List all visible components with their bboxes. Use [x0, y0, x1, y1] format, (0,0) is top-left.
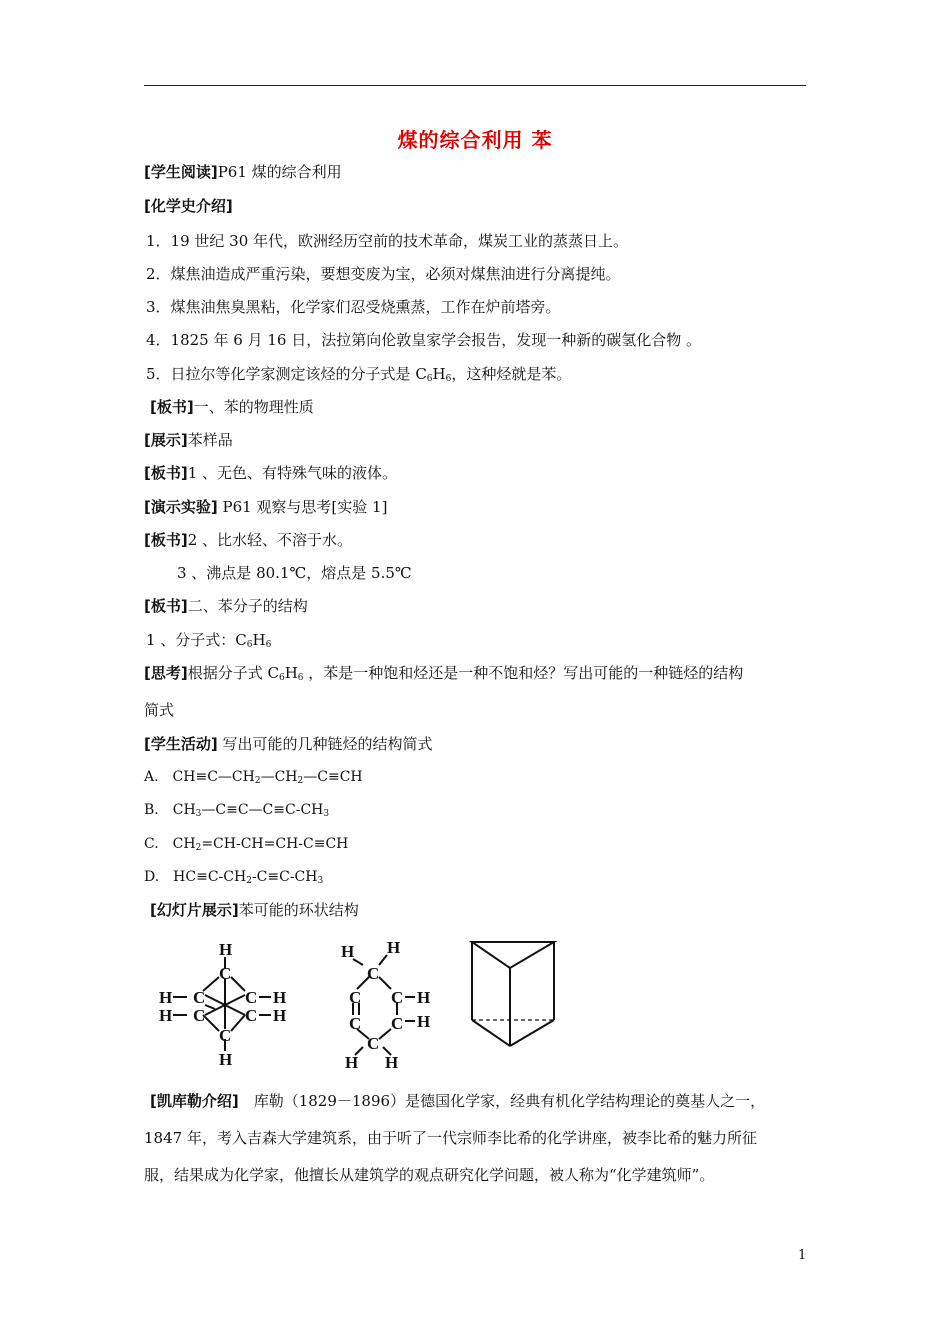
- text: P61 观察与思考[实验 1]: [217, 498, 388, 516]
- option-d: [144, 867, 323, 887]
- line-student-reading: [144, 162, 342, 182]
- tag: [板书]: [144, 464, 188, 482]
- atom-h: H: [219, 940, 233, 959]
- text: —C≡CH: [303, 769, 363, 785]
- atom-h: H: [159, 1006, 173, 1025]
- subscript: 3: [317, 876, 324, 886]
- text: =CH-CH=CH-C≡CH: [201, 836, 349, 852]
- atom-c: C: [219, 1026, 232, 1045]
- tag: [学生阅读]: [144, 163, 218, 181]
- subscript: 2: [254, 776, 261, 786]
- line-demo: [144, 497, 387, 517]
- tag: [演示实验]: [144, 498, 218, 516]
- text: ，这种烃就是苯。: [451, 365, 572, 383]
- line-board-1: [150, 397, 314, 417]
- atom-h: H: [341, 942, 355, 961]
- text: 苯样品: [187, 431, 233, 449]
- text: D. HC≡C-CH: [144, 869, 247, 885]
- history-item-1: 1．19 世纪 30 年代，欧洲经历空前的技术革命，煤炭工业的蒸蒸日上。: [146, 232, 629, 250]
- tag: [化学史介绍]: [144, 197, 233, 215]
- text: H: [252, 631, 266, 649]
- subscript: 2: [297, 776, 304, 786]
- line-board-3: [144, 530, 352, 550]
- line-board-4: [144, 596, 308, 616]
- atom-h: H: [417, 1012, 431, 1031]
- page-title: 煤的综合利用 苯: [397, 128, 553, 152]
- text: 根据分子式 C: [187, 664, 279, 682]
- subscript: 6: [445, 374, 452, 384]
- text: 5．日拉尔等化学家测定该烃的分子式是 C: [146, 365, 427, 383]
- subscript: 3: [195, 809, 202, 819]
- atom-c: C: [349, 988, 362, 1007]
- line-board-2: [144, 463, 397, 483]
- atom-h: H: [385, 1053, 399, 1070]
- page-number: 1: [798, 1248, 807, 1263]
- atom-h: H: [159, 988, 173, 1007]
- line-kekule: [150, 1091, 765, 1111]
- text: P61 煤的综合利用: [217, 163, 342, 181]
- text: A. CH≡C—CH: [144, 769, 255, 785]
- subscript: 2: [246, 876, 252, 886]
- header-rule: [144, 85, 806, 86]
- subscript: 6: [246, 640, 253, 650]
- atom-h: H: [273, 988, 287, 1007]
- tag: [幻灯片展示]: [150, 901, 239, 919]
- atom-h: H: [417, 988, 431, 1007]
- history-item-5: [146, 364, 571, 384]
- text: 写出可能的几种链烃的结构简式: [217, 735, 433, 753]
- text: 2 、比水轻、不溶于水。: [187, 531, 353, 549]
- line-think-cont: 简式: [144, 701, 175, 719]
- tag: [学生活动]: [144, 735, 218, 753]
- text: 一、苯的物理性质: [193, 398, 314, 416]
- subscript: 6: [426, 374, 433, 384]
- tag: [板书]: [150, 398, 194, 416]
- atom-c: C: [349, 1014, 362, 1033]
- subscript: 6: [297, 673, 304, 683]
- atom-c: C: [391, 988, 404, 1007]
- structure-ring: [335, 935, 445, 1074]
- atom-h: H: [345, 1053, 359, 1070]
- text: H: [432, 365, 446, 383]
- text: ，苯是一种饱和烃还是一种不饱和烃？写出可能的一种链烃的结构: [303, 664, 744, 682]
- line-boiling-point: 3 、沸点是 80.1℃，熔点是 5.5℃: [177, 564, 412, 582]
- tag: [展示]: [144, 431, 188, 449]
- text: —C≡C—C≡C-CH: [201, 802, 324, 818]
- line-formula: [146, 630, 271, 650]
- line-slides: [150, 900, 359, 920]
- structure-prism: [466, 938, 562, 1054]
- option-b: [144, 800, 329, 820]
- text: 库勒（1829－1896）是德国化学家，经典有机化学结构理论的奠基人之一，: [238, 1092, 766, 1110]
- atom-h: H: [219, 1050, 233, 1069]
- atom-h: H: [387, 938, 401, 957]
- atom-c: C: [245, 988, 258, 1007]
- line-kekule-2: 1847 年，考入吉森大学建筑系，由于听了一代宗师李比希的化学讲座，被李比希的魅力所征: [144, 1129, 757, 1147]
- atom-c: C: [245, 1006, 258, 1025]
- text: 二、苯分子的结构: [187, 597, 308, 615]
- atom-c: C: [367, 964, 380, 983]
- atom-c: C: [391, 1014, 404, 1033]
- history-item-4: 4．1825 年 6 月 16 日，法拉第向伦敦皇家学会报告，发现一种新的碳氢化合物 。: [146, 331, 701, 349]
- text: C. CH: [144, 836, 196, 852]
- subscript: 6: [278, 673, 285, 683]
- line-history-heading: [144, 196, 233, 216]
- line-kekule-3: 服，结果成为化学家，他擅长从建筑学的观点研究化学问题，被人称为“化学建筑师”。: [144, 1166, 715, 1184]
- text: H: [284, 664, 298, 682]
- subscript: 6: [265, 640, 272, 650]
- subscript: 2: [195, 843, 202, 853]
- subscript: 3: [323, 809, 330, 819]
- tag: [凯库勒介绍]: [150, 1092, 239, 1110]
- text: 1 、无色、有特殊气味的液体。: [187, 464, 398, 482]
- atom-c: C: [193, 988, 206, 1007]
- atom-c: C: [193, 1006, 206, 1025]
- text: B. CH: [144, 802, 196, 818]
- text: —CH: [260, 769, 298, 785]
- atom-h: H: [273, 1006, 287, 1025]
- text: -C≡C-CH: [251, 869, 318, 885]
- line-think: [144, 663, 743, 683]
- option-c: [144, 834, 348, 854]
- history-item-2: 2．煤焦油造成严重污染，要想变废为宝，必须对煤焦油进行分离提纯。: [146, 265, 621, 283]
- atom-c: C: [367, 1034, 380, 1053]
- option-a: [144, 767, 363, 787]
- tag: [板书]: [144, 597, 188, 615]
- tag: [思考]: [144, 664, 188, 682]
- tag: [板书]: [144, 531, 188, 549]
- text: 苯可能的环状结构: [238, 901, 359, 919]
- structure-crossed: [155, 935, 295, 1074]
- text: 1 、分子式：C: [146, 631, 247, 649]
- atom-c: C: [219, 964, 232, 983]
- history-item-3: 3．煤焦油焦臭黑粘，化学家们忍受烧熏蒸，工作在炉前塔旁。: [146, 298, 561, 316]
- line-activity: [144, 734, 433, 754]
- line-show: [144, 430, 233, 450]
